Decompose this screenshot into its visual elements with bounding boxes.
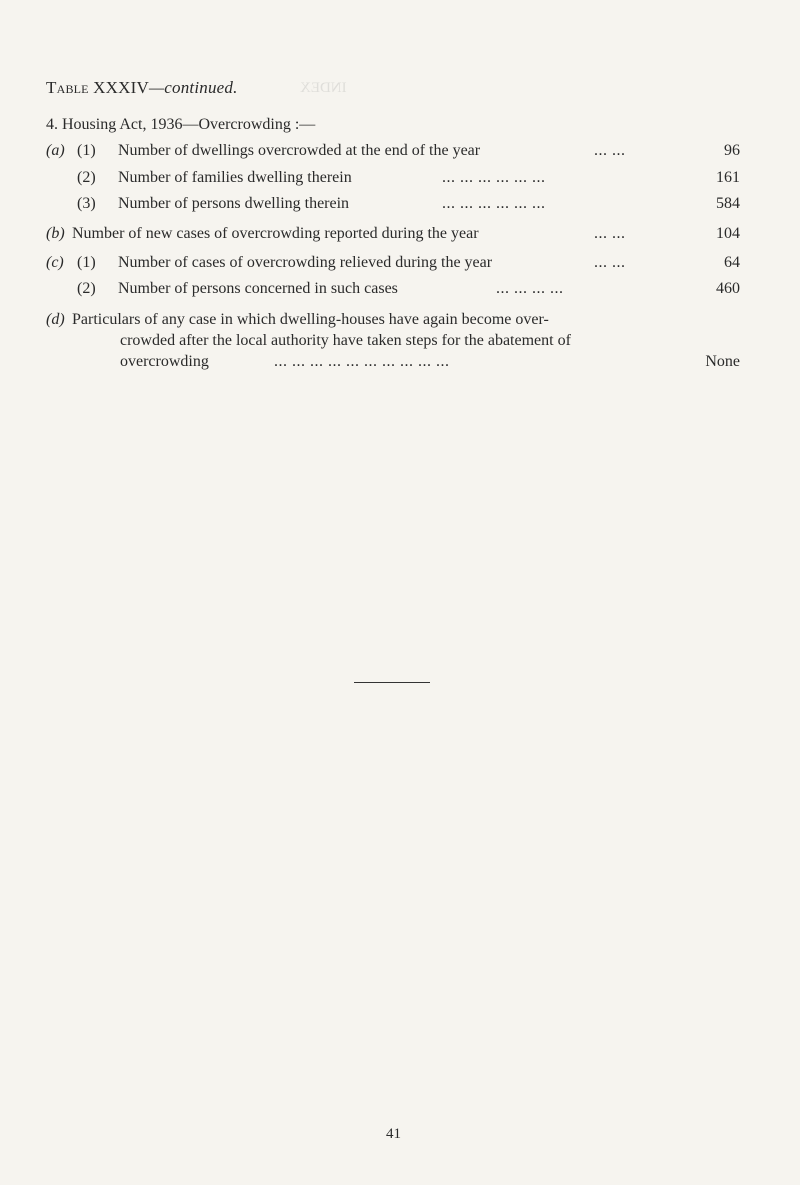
item-text: Number of persons concerned in such cases [118,280,398,297]
leader-dots: ... ... ... ... ... ... ... ... ... ... [274,353,450,370]
item-value: 64 [724,254,740,271]
item-text: Number of persons dwelling therein [118,195,350,212]
item-text: Number of cases of overcrowding relieved during the year [118,254,493,271]
show-through: INDEX [300,80,347,96]
leader-dots: ... ... ... ... ... ... [442,169,546,186]
item-row [46,252,740,274]
item-label: (d) [46,311,65,328]
item-d-line-1: Particulars of any case in which dwelling-houses have again become over- [72,311,549,328]
item-value: 584 [716,195,740,212]
leader-dots: ... ... [594,225,626,242]
item-sub: (1) [77,142,96,159]
leader-dots: ... ... ... ... ... ... [442,195,546,212]
item-text: Number of families dwelling therein [118,169,352,186]
item-value: 104 [716,225,740,242]
section-title: 4. Housing Act, 1936—Overcrowding :— [46,116,316,133]
leader-dots: ... ... ... ... [496,280,564,297]
item-row [46,167,740,189]
leader-dots: ... ... [594,142,626,159]
section-divider [354,682,430,683]
item-row [46,140,740,162]
item-sub: (2) [77,280,96,297]
item-label: (a) [46,142,65,159]
item-label: (c) [46,254,64,271]
item-row [46,193,740,215]
item-value: None [705,353,740,370]
item-sub: (1) [77,254,96,271]
item-value: 460 [716,280,740,297]
item-label: (b) [46,225,65,242]
page-number: 41 [386,1126,401,1142]
table-heading [46,78,238,98]
item-text: Number of new cases of overcrowding reported during the year [72,225,479,242]
leader-dots: ... ... [594,254,626,271]
item-row [46,223,740,245]
item-sub: (2) [77,169,96,186]
item-d-line-3: overcrowding [120,353,209,370]
item-value: 96 [724,142,740,159]
item-sub: (3) [77,195,96,212]
continued-label: —continued. [148,78,238,97]
item-text: Number of dwellings overcrowded at the end of the year [118,142,481,159]
item-d-line-2: crowded after the local authority have taken steps for the abatement of [120,332,571,349]
item-row [46,278,740,300]
item-value: 161 [716,169,740,186]
table-label: Table XXXIV [46,78,149,97]
